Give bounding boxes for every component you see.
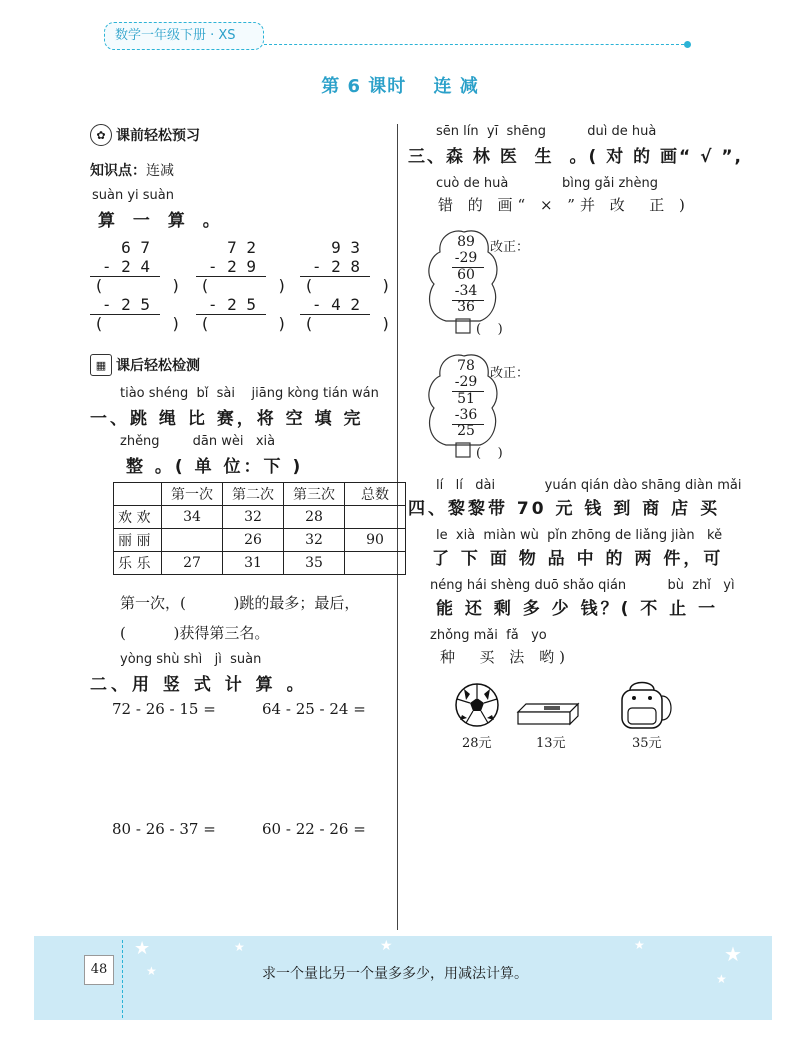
tree2-num: 51	[457, 391, 475, 407]
q1-fill-2[interactable]: ( )获得第三名。	[120, 624, 270, 642]
book-title-tab	[104, 22, 264, 50]
answer-blank[interactable]: ( )	[200, 276, 287, 295]
tree1-num: 89	[457, 234, 475, 250]
table-cell: 32	[284, 529, 345, 552]
q3-pinyin-2: cuò de huà bìng gǎi zhèng	[436, 176, 659, 191]
preview-pinyin: suàn yi suàn	[92, 188, 175, 203]
table-header-cell	[114, 483, 162, 506]
subtrahend-2: - 4 2	[311, 295, 360, 314]
table-cell: 34	[162, 506, 223, 529]
q1-text-1: 一、跳 绳 比 赛，将 空 填 完	[90, 409, 364, 429]
table-cell: 欢 欢	[114, 506, 162, 529]
answer-blank[interactable]: ( )	[94, 276, 181, 295]
answer-blank[interactable]: ( )	[304, 276, 391, 295]
table-header-cell: 第二次	[223, 483, 284, 506]
table-cell: 32	[223, 506, 284, 529]
judge-blank-1[interactable]: ( )	[476, 322, 503, 337]
check-section-header	[90, 354, 200, 376]
header-dot	[684, 41, 691, 48]
star-icon: ★	[234, 940, 245, 954]
lesson-number: 第 6 课时	[321, 76, 407, 97]
q4-text-3: 能 还 剩 多 少 钱？( 不 止 一	[436, 599, 719, 619]
table-cell: 28	[284, 506, 345, 529]
table-row	[114, 506, 406, 529]
page-number: 48	[84, 955, 114, 985]
answer-blank[interactable]: ( )	[200, 314, 287, 333]
table-cell: 35	[284, 552, 345, 575]
tree1-num: -34	[454, 283, 478, 299]
vertical-calc-2	[192, 238, 287, 333]
q2-pinyin: yòng shù shì jì suàn	[120, 652, 262, 667]
box-icon	[516, 700, 580, 728]
lesson-name: 连 减	[433, 76, 479, 97]
answer-blank[interactable]: ( )	[304, 314, 391, 333]
table-cell: 31	[223, 552, 284, 575]
minuend: 9 3	[331, 238, 360, 257]
knowledge-point	[90, 160, 174, 180]
correction-label-2: 改正：	[490, 366, 530, 381]
answer-blank[interactable]: ( )	[94, 314, 181, 333]
preview-section-header	[90, 124, 200, 146]
table-cell-blank[interactable]	[345, 552, 406, 575]
q4-pinyin-1: lí lí dài yuán qián dào shāng diàn mǎi	[436, 478, 742, 493]
table-row	[114, 529, 406, 552]
football-icon	[454, 682, 500, 728]
table-cell: 乐 乐	[114, 552, 162, 575]
footer-divider	[122, 940, 123, 1018]
tree2-num: 78	[457, 358, 475, 374]
calc-problem: 80 - 26 - 37 =	[112, 820, 216, 838]
backpack-icon	[616, 680, 678, 732]
q4-pinyin-3: néng hái shèng duō shǎo qián bù zhǐ yì	[430, 578, 735, 593]
table-header-cell: 第三次	[284, 483, 345, 506]
reel-icon: ✿	[90, 124, 112, 146]
q4-text-4: 种 买 法 哟)	[440, 648, 570, 666]
subtrahend: - 2 9	[207, 257, 256, 276]
box-price: 13元	[536, 736, 566, 751]
preview-section-title: 课前轻松预习	[116, 128, 200, 144]
table-cell: 90	[345, 529, 406, 552]
calc-problem: 60 - 22 - 26 =	[262, 820, 366, 838]
table-header-cell: 总数	[345, 483, 406, 506]
jump-rope-table	[113, 482, 406, 575]
subtrahend-2: - 2 5	[207, 295, 256, 314]
football-price: 28元	[462, 736, 492, 751]
calculator-icon: ▦	[90, 354, 112, 376]
table-cell-blank[interactable]	[162, 529, 223, 552]
star-icon: ★	[146, 964, 157, 978]
tree2-num: 25	[457, 423, 475, 439]
table-cell: 丽 丽	[114, 529, 162, 552]
q3-text-2: 错 的 画“ × ”并 改 正 )	[438, 196, 690, 214]
preview-heading: 算 一 算 。	[98, 211, 226, 231]
q3-pinyin-1: sēn lín yī shēng duì de huà	[436, 124, 657, 139]
q4-text-1: 四、黎黎带 70 元 钱 到 商 店 买	[408, 499, 721, 519]
check-section-title: 课后轻松检测	[116, 358, 200, 374]
table-cell-blank[interactable]	[345, 506, 406, 529]
q4-text-2: 了 下 面 物 品 中 的 两 件，可	[432, 549, 724, 569]
table-header-cell: 第一次	[162, 483, 223, 506]
header-rule	[264, 44, 684, 45]
table-cell: 26	[223, 529, 284, 552]
calc-problem: 64 - 25 - 24 =	[262, 700, 366, 718]
subtrahend: - 2 8	[311, 257, 360, 276]
q1-text-2: 整 。( 单 位：下 )	[126, 457, 304, 477]
table-cell: 27	[162, 552, 223, 575]
star-icon: ★	[380, 938, 393, 954]
minuend: 7 2	[227, 238, 256, 257]
q1-pinyin-2: zhěng dān wèi xià	[120, 434, 276, 449]
vertical-calc-1	[86, 238, 181, 333]
knowledge-label: 知识点：	[90, 163, 146, 179]
backpack-price: 35元	[632, 736, 662, 751]
q2-text: 二、用 竖 式 计 算 。	[90, 675, 308, 695]
correction-label-1: 改正：	[490, 240, 530, 255]
lesson-title	[0, 72, 800, 98]
subtrahend-2: - 2 5	[101, 295, 150, 314]
q4-pinyin-2: le xià miàn wù pǐn zhōng de liǎng jiàn kě	[436, 528, 723, 543]
vertical-calc-3	[296, 238, 391, 333]
subtrahend: - 2 4	[101, 257, 150, 276]
knowledge-value: 连减	[146, 163, 174, 179]
tree2-num: -29	[454, 374, 478, 390]
table-row	[114, 552, 406, 575]
judge-blank-2[interactable]: ( )	[476, 446, 503, 461]
book-title: 数学一年级下册 · XS	[115, 28, 236, 43]
star-icon: ★	[134, 938, 151, 959]
star-icon: ★	[634, 938, 645, 952]
q1-pinyin-1: tiào shéng bǐ sài jiāng kòng tián wán	[120, 386, 379, 401]
star-icon: ★	[724, 942, 742, 966]
q4-pinyin-4: zhǒng mǎi fǎ yo	[430, 628, 547, 643]
tree1-num: 36	[457, 299, 475, 315]
tree2-num: -36	[454, 407, 478, 423]
star-icon: ★	[716, 972, 727, 986]
tree1-num: -29	[454, 250, 478, 266]
table-header-row	[114, 483, 406, 506]
q1-fill-1[interactable]: 第一次，( )跳的最多；最后，	[120, 594, 360, 612]
footer-tip: 求一个量比另一个量多多少，用减法计算。	[262, 966, 528, 982]
calc-problem: 72 - 26 - 15 =	[112, 700, 216, 718]
q3-text-1: 三、森 林 医 生 。( 对 的 画“ √ ”,	[408, 147, 744, 167]
tree1-num: 60	[457, 267, 475, 283]
minuend: 6 7	[121, 238, 150, 257]
